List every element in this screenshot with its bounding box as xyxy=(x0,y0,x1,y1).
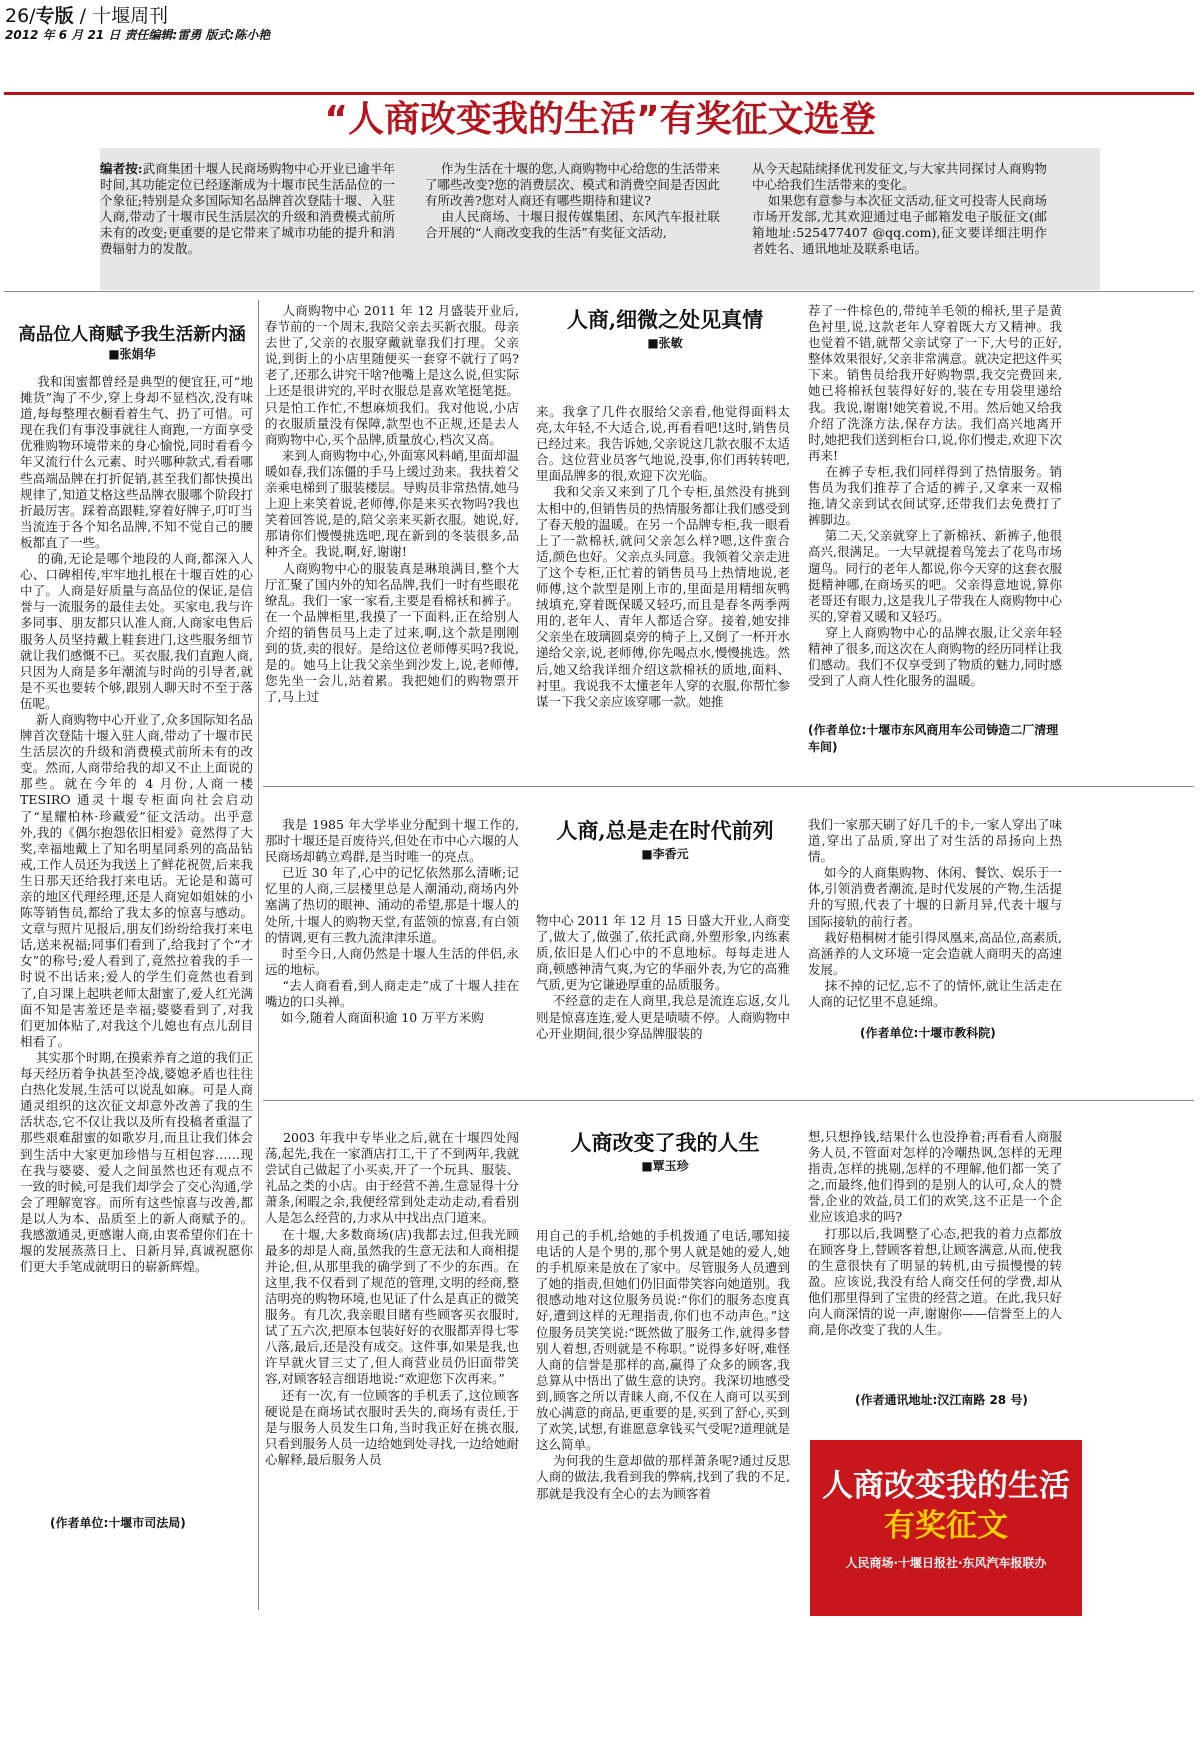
issue-meta: 2012 年 6 月 21 日 责任编辑:雷勇 版式:陈小艳 xyxy=(5,28,271,42)
article1-body: 我和闺蜜都曾经是典型的便宜狂,可“地摊货”淘了不少,穿上身却不显档次,没有味道,每每整理衣橱看着生气、扔了可惜。可现在我们有事没事就往人商跑,一方面享受优雅购物环境带来的身心愉悦,同时看看今年又流行什么元素、时兴哪种款式,看看哪些高端品牌在打折促销,甚至我们都快摸出规律了,知道艾格这些品牌衣服哪个阶段打折最厉害。踩着高跟鞋,穿着好牌子,叮叮当当流连于各个知名品牌,不知不觉自己的腰板都直了一些。 的确,无论是哪个地段的人商,都深入人心、口碑相传,牢牢地扎根在十堰百姓的心中了。人商是好质量与高品位的保证,是信誉与一流服务的最佳去处。买家电,我与许多同事、朋友都只认准人商,人商家电售后服务人员坚持戴上鞋套进门,这些服务细节就让我们感慨不已。买衣服,我们直跑人商,只因为人商是多年潮流与时尚的引导者,就是不买也要转个够,跟别人聊天时不至于落伍呢。 新人商购物中心开业了,众多国际知名品牌首次登陆十堰入驻人商,带动了十堰市民生活层次的升级和消费模式前所未有的改变。然而,人商带给我的却又不止上面说的那些。就在今年的 4 月份,人商一楼 TESIRO 通灵十堰专柜面向社会启动了“星耀柏林·珍藏爱”征文活动。出乎意外,我的《偶尔抱怨依旧相爱》竟然得了大奖,幸福地戴上了知名明星同系列的高品钻戒,工作人员还为我送上了鲜花祝贺,后来我生日那天还给我打来电话。无论是和蔼可亲的地区代理经理,还是人商宛如姐妹的小陈等销售员,都给了我太多的惊喜与感动。文章与照片见报后,朋友们纷纷给我打来电话,送来祝福;同事们看到了,给我封了个“才女”的称号;爱人看到了,竟然拉着我的手一时说不出话来;爱人的学生们竟然也看到了,自习课上起哄老师太甜蜜了,爱人红光满面不知是害羞还是幸福;婆婆看到了,对我们更加体贴了,对我这个儿媳也有点儿刮目相看了。 其实那个时期,在摸索养育之道的我们正每天经历着争执甚至冷战,婆媳矛盾也往往白热化发展,生活可以说乱如麻。可是人商通灵组织的这次征文却意外改善了我的生活状态,它不仅让我以及所有投稿者重温了那些艰难甜蜜的如歌岁月,而且让我们体会到生活中大家更加珍惜与互相包容……现在我与婆婆、爱人之间虽然也还有观点不一致的时候,可是我们却学会了交心沟通,学会了理解宽容。而所有这些惊喜与改善,都是以人为本、品质至上的新人商赋予的。我感激通灵,更感谢人商,由衷希望你们在十堰的发展蒸蒸日上、日新月异,真诚祝愿你们更大手笔成就明日的崭新辉煌。 xyxy=(20,374,253,1275)
promo-box xyxy=(810,1440,1082,1616)
paper-name: 十堰周刊 xyxy=(92,5,169,27)
article3-col1: 我是 1985 年大学毕业分配到十堰工作的,那时十堰还是百废待兴,但处在市中心六堰的人民商场却鹤立鸡群,是当时唯一的亮点。 已近 30 年了,心中的记忆依然那么清晰;记忆里的人商,三层楼里总是人潮涌动,商场内外塞满了热切的眼神、涌动的希望,那是十堰人的处所,十堰人的购物天堂,有蓝领的惊喜,有白领的情调,更有三教九流津津乐道。 时至今日,人商仍然是十堰人生活的伴侣,永远的地标。 “去人商看看,到人商走走”成了十堰人挂在嘴边的口头禅。 如今,随着人商面积逾 10 万平方米购 xyxy=(265,817,519,1026)
section-divider-1 xyxy=(263,786,1194,787)
page-number: 26/ xyxy=(5,5,36,27)
promo-line2: 有奖征文 xyxy=(884,1508,1008,1544)
article2-col2: 来。我拿了几件衣服给父亲看,他觉得面料太亮,太年轻,不大适合,说,再看看吧!这时,销售员已经过来。我告诉她,父亲说这几款衣服不太适合。这位营业员客气地说,没事,你们再转转吧,里面品牌多的很,欢迎下次光临。 我和父亲又来到了几个专柜,虽然没有挑到太相中的,但销售员的热情服务都让我们感受到了春天般的温暖。在另一个品牌专柜,我一眼看上了一款棉袄,就问父亲怎么样?嗯,这件蛮合适,颜色也好。父亲点头同意。我领着父亲走进了这个专柜,正忙着的销售员马上热情地说,老师傅,这个款型是刚上市的,里面是用精细灰鸭绒填充,穿着既保暖又轻巧,而且是春冬两季两用的,老年人、青年人都适合穿。接着,她安排父亲坐在玻璃圆桌旁的椅子上,又倒了一杯开水递给父亲,说,老师傅,你先喝点水,慢慢挑选。然后,她又给我详细介绍这款棉袄的质地,面料、衬里。我说我不太懂老年人穿的衣服,你帮忙参谋一下我父亲应该穿哪一款。她推 xyxy=(536,404,790,709)
editor-note-col3: 从今天起陆续择优刊发征文,与大家共同探讨人商购物中心给我们生活带来的变化。 如果您有意参与本次征文活动,征文可投寄人民商场市场开发部,尤其欢迎通过电子邮箱发电子版征文(邮箱地址:525477407 @qq.com),征文要详细注明作者姓名、通讯地址及联系电话。 xyxy=(752,161,1047,257)
article4-author: ■覃玉珍 xyxy=(641,1159,689,1173)
editor-note-col1: 编者按:武商集团十堰人民商场购物中心开业已逾半年时间,其功能定位已经逐渐成为十堰市民生活品位的一个象征;特别是众多国际知名品牌首次登陆十堰、入驻人商,带动了十堰市民生活层次的升级和消费模式前所未有的改变;更重要的是它带来了城市功能的提升和消费辐射力的发散。 xyxy=(100,161,395,257)
article2-author: ■张敏 xyxy=(647,336,683,350)
editor-note-col2: 作为生活在十堰的您,人商购物中心给您的生活带来了哪些改变?您的消费层次、模式和消费空间是否因此有所改善?您对人商还有哪些期待和建议? 由人民商场、十堰日报传媒集团、东风汽车报社联合开展的“人商改变我的生活”有奖征文活动, xyxy=(425,161,720,241)
article4-title: 人商改变了我的人生 xyxy=(570,1130,760,1155)
article3-author: ■李香元 xyxy=(641,847,689,861)
promo-line1: 人商改变我的生活 xyxy=(822,1468,1070,1504)
page-header xyxy=(5,4,605,43)
promo-line3: 人民商场·十堰日报社·东风汽车报联办 xyxy=(845,1556,1047,1570)
article4-col3: 想,只想挣钱,结果什么也没挣着;再看看人商服务人员,不管面对怎样的冷嘲热讽,怎样的无理指责,怎样的挑剔,怎样的不理解,他们都一笑了之,而最终,他们得到的是别人的认可,众人的赞誉,企业的效益,员工们的欢笑,这不正是一个企业应该追求的吗? 打那以后,我调整了心态,把我的着力点都放在顾客身上,替顾客着想,让顾客满意,从而,使我的生意很快有了明显的转机,由亏损慢慢的转盈。应该说,我没有给人商交任何的学费,却从他们那里得到了宝贵的经营之道。在此,我只好向人商深情的说一声,谢谢你——信誉至上的人商,是你改变了我的人生。 xyxy=(808,1129,1062,1338)
article1-affiliation: (作者单位:十堰市司法局) xyxy=(50,1516,186,1530)
article2-title: 人商,细微之处见真情 xyxy=(566,307,764,332)
article1-title: 高品位人商赋予我生活新内涵 xyxy=(18,325,246,345)
article4-col1: 2003 年我中专毕业之后,就在十堰四处闯荡,起先,我在一家酒店打工,干了不到两年,我就尝试自己做起了小买卖,开了一个玩具、服装、礼品之类的小店。由于经营不善,生意显得十分萧条,闲暇之余,我便经常到处走动走动,看看别人是怎么经营的,力求从中找出点门道来。 在十堰,大多数商场(店)我都去过,但我光顾最多的却是人商,虽然我的生意无法和人商相提并论,但,从那里我的确学到了不少的东西。在这里,我不仅看到了规范的管理,文明的经商,整洁明亮的购物环境,也见证了什么是真正的微笑服务。有几次,我亲眼目睹有些顾客买衣服时,试了五六次,把原本包装好好的衣服都弄得七零八落,最后,还是没有成交。这件事,如果是我,也许早就火冒三丈了,但人商营业员仍旧面带笑容,对顾客轻言细语地说:“欢迎您下次再来。” 还有一次,有一位顾客的手机丢了,这位顾客硬说是在商场试衣服时丢失的,商场有责任,于是与服务人员发生口角,当时我正好在挑衣服,只看到服务人员一边给她到处寻找,一边给她耐心解释,最后服务人员 xyxy=(265,1130,519,1467)
left-column-divider xyxy=(258,300,259,1610)
article3-title: 人商,总是走在时代前列 xyxy=(556,818,774,843)
article2-col1: 人商购物中心 2011 年 12 月盛装开业后,春节前的一个周末,我陪父亲去买新衣服。母亲去世了,父亲的衣服穿戴就靠我们打理。父亲说,到街上的小店里随便买一套穿不就行了吗?老了,还那么讲究干啥?他嘴上是这么说,但实际上还是很讲究的,平时衣服总是喜欢笔挺笔挺。只是怕工作忙,不想麻烦我们。我对他说,小店的衣服质量没有保障,款型也不正规,还是去人商购物中心,买个品牌,质量放心,档次又高。 来到人商购物中心,外面寒风料峭,里面却温暖如春,我们冻僵的手马上缓过劲来。我扶着父亲乘电梯到了服装楼层。导购员非常热情,她马上迎上来笑着说,老师傅,你是来买衣物吗?我也笑着回答说,是的,陪父亲来买新衣服。她说,好,那请你们慢慢挑选吧,现在新到的冬装很多,品种齐全。我说,啊,好,谢谢! 人商购物中心的服装真是琳琅满目,整个大厅汇聚了国内外的知名品牌,我们一时有些眼花缭乱。我们一家一家看,主要是看棉袄和裤子。在一个品牌柜里,我摸了一下面料,正在给别人介绍的销售员马上走了过来,啊,这个款是刚刚到的货,卖的很好。是给这位老师傅买吗?我说,是的。她马上让我父亲坐到沙发上,说,老师傅,您先坐一会儿,站着累。我把她们的购物票开了,马上过 xyxy=(265,303,519,705)
article1-author: ■张娟华 xyxy=(108,347,156,361)
article3-col2: 物中心 2011 年 12 月 15 日盛大开业,人商变了,做大了,做强了,依托武商,外塑形象,内练素质,依旧是人们心中的不息地标。每每走进人商,顿感神清气爽,为它的华丽外表,为它的高雅气质,更为它谦逊厚重的品质服务。 不经意的走在人商里,我总是流连忘返,女儿则是惊喜连连,爱人更是啧啧不停。人商购物中心开业期间,很少穿品牌服装的 xyxy=(536,913,790,1041)
article4-affiliation: (作者通讯地址:汉江南路 28 号) xyxy=(855,1393,1028,1407)
editor-note-label: 编者按: xyxy=(100,161,143,176)
article2-col3: 荐了一件棕色的,带纯羊毛领的棉袄,里子是黄色衬里,说,这款老年人穿着既大方又精神。我也觉着不错,就帮父亲试穿了一下,大号的正好,整体效果很好,父亲非常满意。就决定把这件买下来。销售员给我开好购物票,我交完费回来,她已将棉袄包装得好好的,装在专用袋里递给我。我说,谢谢!她笑着说,不用。然后她又给我介绍了洗涤方法,保存方法。我们高兴地离开时,她把我们送到柜台口,说,你们慢走,欢迎下次再来! 在裤子专柜,我们同样得到了热情服务。销售员为我们推荐了合适的裤子,又拿来一双棉拖,请父亲到试衣间试穿,还带我们去免费打了裤脚边。 第二天,父亲就穿上了新棉袄、新裤子,他很高兴,很满足。一大早就提着鸟笼去了花鸟市场遛鸟。同行的老年人都说,你今天穿的这套衣服挺精神哪,在商场买的吧。父亲得意地说,算你老哥还有眼力,这是我儿子带我在人商购物中心买的,穿着又暖和又轻巧。 穿上人商购物中心的品牌衣服,让父亲年轻精神了很多,而这次在人商购物的经历同样让我们感动。我们不仅享受到了物质的魅力,同时感受到了人商人性化服务的温暖。 xyxy=(808,303,1062,689)
section-name: 专版 xyxy=(35,5,74,27)
article3-affiliation: (作者单位:十堰市教科院) xyxy=(860,1026,996,1040)
banner-title: “人商改变我的生活”有奖征文选登 xyxy=(324,99,876,140)
article3-col3: 我们一家那天刷了好几千的卡,一家人穿出了味道,穿出了品质,穿出了对生活的昂扬向上热情。 如今的人商集购物、休闲、餐饮、娱乐于一体,引领消费者潮流,是时代发展的产物,生活提升的写照,代表了十堰的日新月异,代表十堰与国际接轨的前行者。 栽好梧桐树才能引得凤凰来,高品位,高素质,高涵养的人文环境一定会造就人商明天的高速发展。 抹不掉的记忆,忘不了的情怀,就让生活走在人商的记忆里不息延绵。 xyxy=(808,817,1062,1010)
article2-affiliation: (作者单位:十堰市东风商用车公司铸造二厂清理车间) xyxy=(808,723,1059,754)
section-divider-2 xyxy=(263,1100,1194,1101)
article4-col2: 用自己的手机,给她的手机拨通了电话,哪知接电话的人是个男的,那个男人就是她的爱人,她的手机原来是放在了家中。尽管服务人员遭到了她的指责,但她们仍旧面带笑容向她道别。我很感动地对这位服务员说:“你们的服务态度真好,遭到这样的无理指责,你们也不动声色。”这位服务员笑笑说:“既然做了服务工作,就得多替别人着想,否则就是不称职。”说得多好呀,难怪人商的信誉是那样的高,赢得了众多的顾客,我总算从中悟出了做生意的诀窍。我深切地感受到,顾客之所以青睐人商,不仅在人商可以买到放心满意的商品,更重要的是,买到了舒心,买到了欢笑,试想,有谁愿意拿钱买气受呢?道理就是这么简单。 为何我的生意却做的那样萧条呢?通过反思人商的做法,我看到我的弊病,找到了我的不足,那就是我没有全心的去为顾客着 xyxy=(536,1228,790,1501)
header-slash: / xyxy=(79,5,87,27)
